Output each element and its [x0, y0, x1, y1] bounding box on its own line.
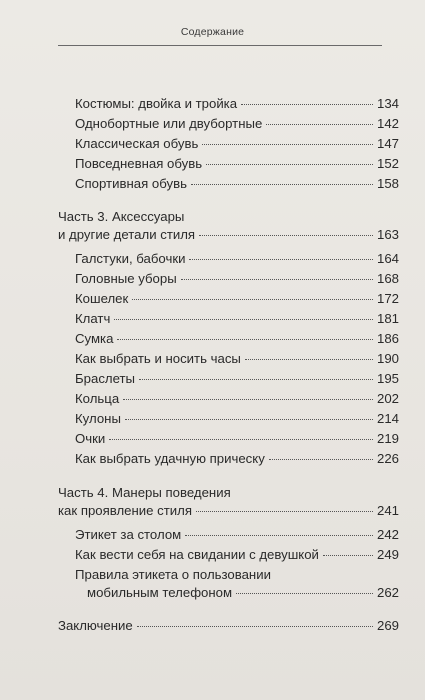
dot-leader	[185, 535, 373, 536]
toc-entry	[75, 527, 399, 543]
toc-entry	[75, 411, 399, 427]
toc-entry	[75, 451, 399, 467]
dot-leader	[109, 439, 373, 440]
part-heading-line1: Часть 3. Аксессуары	[58, 209, 185, 224]
toc-entry-page: 168	[376, 271, 399, 286]
header-rule	[58, 45, 382, 46]
toc-entry-title: Браслеты	[75, 371, 136, 386]
part-heading	[58, 503, 399, 519]
toc-entry-page: 190	[376, 351, 399, 366]
toc-entry-title: Головные уборы	[75, 271, 177, 286]
part-heading-page: 241	[376, 503, 399, 518]
toc-entry-page: 195	[376, 371, 399, 386]
toc-entry-page: 214	[376, 411, 399, 426]
toc-entry-title: мобильным телефоном	[87, 585, 233, 600]
toc-entry	[75, 116, 399, 132]
toc-entry-title: Этикет за столом	[75, 527, 182, 542]
conclusion-entry	[58, 618, 399, 634]
toc-entry	[75, 391, 399, 407]
toc-entry-page: 142	[376, 116, 399, 131]
toc-entry-title: Сумка	[75, 331, 114, 346]
part-heading-line2: как проявление стиля	[58, 503, 192, 518]
toc-entry-title: Кольца	[75, 391, 120, 406]
dot-leader	[245, 359, 373, 360]
dot-leader	[117, 339, 373, 340]
dot-leader	[125, 419, 373, 420]
toc-entry-page: 202	[376, 391, 399, 406]
toc-entry-title: Очки	[75, 431, 106, 446]
dot-leader	[266, 124, 373, 125]
toc-entry-title: Как выбрать и носить часы	[75, 351, 241, 366]
toc-entry-title: Спортивная обувь	[75, 176, 187, 191]
toc-entry-page: 242	[376, 527, 399, 542]
part-heading-line1: Часть 4. Манеры поведения	[58, 485, 231, 500]
toc-entry	[75, 371, 399, 387]
part-heading-line2: и другие детали стиля	[58, 227, 196, 242]
toc-entry	[75, 291, 399, 307]
toc-entry	[75, 547, 399, 563]
toc-entry	[75, 271, 399, 287]
toc-entry	[75, 251, 399, 267]
toc-entry-page: 147	[376, 136, 399, 151]
dot-leader	[323, 555, 373, 556]
toc-entry-page: 219	[376, 431, 399, 446]
conclusion-page: 269	[376, 618, 399, 633]
toc-entry-page: 164	[376, 251, 399, 266]
dot-leader	[196, 511, 373, 512]
toc-entry	[75, 136, 399, 152]
toc-entry-title: Галстуки, бабочки	[75, 251, 186, 266]
dot-leader	[189, 259, 373, 260]
toc-entry-page: 262	[376, 585, 399, 600]
dot-leader	[137, 626, 373, 627]
toc-entry	[75, 156, 399, 172]
toc-entry	[75, 96, 399, 112]
toc-entry-title: Как вести себя на свидании с девушкой	[75, 547, 319, 562]
toc-entry-title: Однобортные или двубортные	[75, 116, 263, 131]
dot-leader	[202, 144, 373, 145]
toc-entry-page: 186	[376, 331, 399, 346]
dot-leader	[181, 279, 373, 280]
toc-entry	[75, 351, 399, 367]
conclusion-title: Заключение	[58, 618, 133, 633]
dot-leader	[191, 184, 373, 185]
dot-leader	[236, 593, 373, 594]
toc-entry-page: 134	[376, 96, 399, 111]
toc-entry-page: 152	[376, 156, 399, 171]
toc-entry-title: Классическая обувь	[75, 136, 199, 151]
dot-leader	[132, 299, 373, 300]
toc-entry-title: Кулоны	[75, 411, 121, 426]
toc-entry-page: 226	[376, 451, 399, 466]
toc-entry	[75, 431, 399, 447]
toc-entry-page: 158	[376, 176, 399, 191]
dot-leader	[241, 104, 373, 105]
toc-entry	[75, 331, 399, 347]
toc-entry-page: 181	[376, 311, 399, 326]
toc-entry	[87, 585, 399, 601]
dot-leader	[114, 319, 373, 320]
dot-leader	[206, 164, 373, 165]
toc-entry-title: Костюмы: двойка и тройка	[75, 96, 238, 111]
toc-entry-page: 172	[376, 291, 399, 306]
toc-entry-line1: Правила этикета о пользовании	[75, 567, 271, 582]
toc-entry-page: 249	[376, 547, 399, 562]
dot-leader	[139, 379, 373, 380]
dot-leader	[269, 459, 373, 460]
dot-leader	[199, 235, 373, 236]
running-head: Содержание	[180, 26, 245, 38]
toc-entry-title: Кошелек	[75, 291, 129, 306]
part-heading-page: 163	[376, 227, 399, 242]
dot-leader	[123, 399, 373, 400]
toc-entry-title: Как выбрать удачную прическу	[75, 451, 265, 466]
toc-entry	[75, 176, 399, 192]
toc-entry-title: Клатч	[75, 311, 111, 326]
toc-entry-title: Повседневная обувь	[75, 156, 203, 171]
toc-entry	[75, 311, 399, 327]
part-heading	[58, 227, 399, 243]
